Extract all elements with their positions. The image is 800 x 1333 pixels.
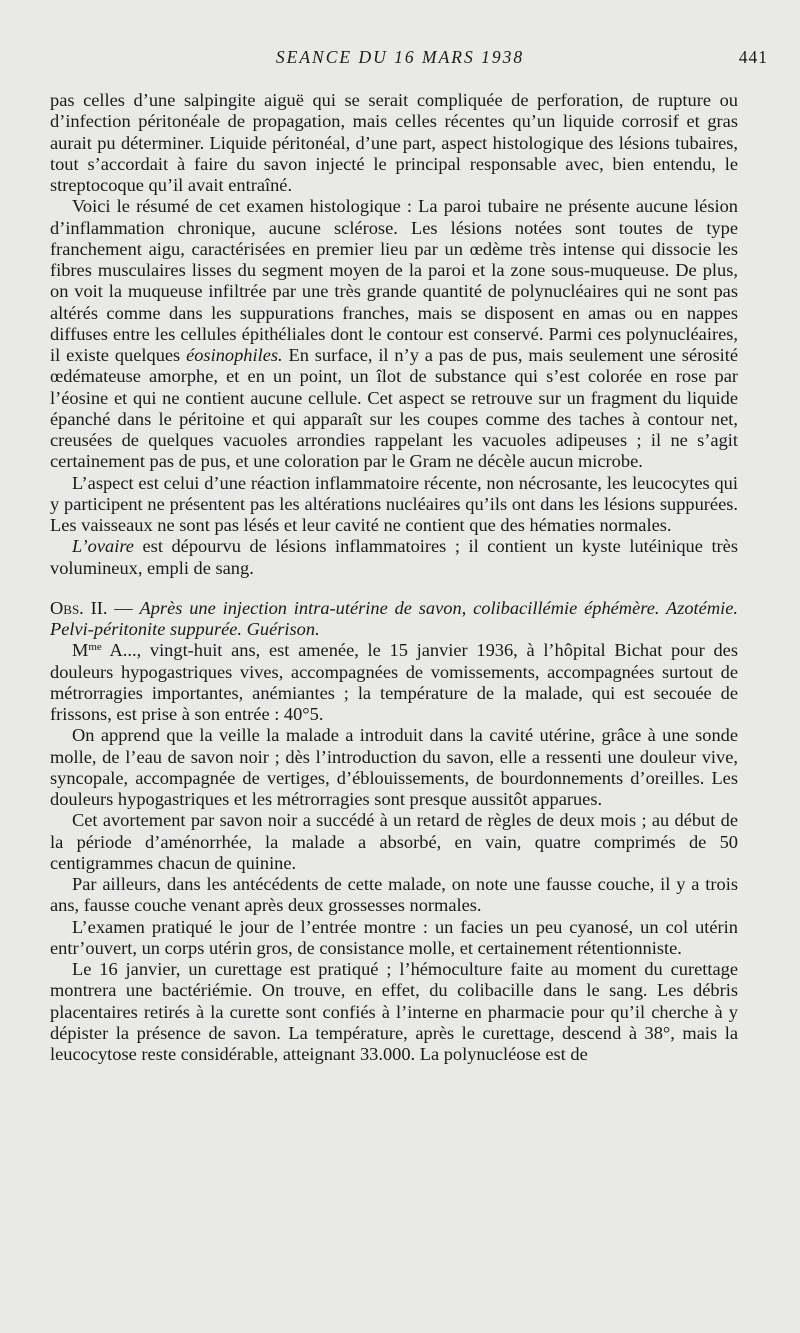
paragraph-6: On apprend que la veille la malade a introduit dans la cavité utérine, grâce à une sonde molle, de l’eau de savon noir ; dès l’introduction du savon, elle a ressenti une douleur vive, syncopale, accompagnée de vertiges, d’éblouissements, de bourdonnements d’oreilles. Les douleurs hypogastriques et les métrorragies sont presque aussitôt apparues. bbox=[50, 725, 738, 809]
paragraph-9: L’examen pratiqué le jour de l’entrée montre : un facies un peu cyanosé, un col utérin entr’ouvert, un corps utérin gros, de consistance molle, et certainement rétentionniste. bbox=[50, 916, 738, 958]
paragraph-5-superscript: me bbox=[88, 641, 102, 654]
paragraph-2-emphasis: éosinophiles. bbox=[186, 345, 283, 365]
section-gap bbox=[50, 579, 738, 598]
running-title: SEANCE DU 16 MARS 1938 bbox=[275, 47, 525, 67]
observation-label: Obs. II. bbox=[50, 597, 108, 618]
observation-dash: — bbox=[107, 597, 140, 618]
paragraph-4-text: est dépourvu de lésions inflammatoires ; il contient un kyste lutéinique très volumineux, empli de sang. bbox=[50, 536, 738, 578]
paragraph-1: pas celles d’une salpingite aiguë qui se serait compliquée de perforation, de rupture ou d’infection péritonéale de propagation, mais celles récentes qu’un liquide corrosif et gras aurait pu déterminer. Liquide péritonéal, d’une part, aspect histologique des lésions tubaires, tout s’accordait à faire du savon injecté le principal responsable avec, bien entendu, le streptocoque qu’il avait entraîné. bbox=[50, 90, 738, 195]
paragraph-2-text-a: Voici le résumé de cet examen histologique : La paroi tubaire ne présente aucune lésion d’inflammation chronique, aucune sclérose. Les lésions notées sont toutes de type franchement aigu, caractérisées en premier lieu par un œdème très intense qui dissocie les fibres musculaires lisses du segment moyen de la paroi et la zone sous-muqueuse. De plus, on voit la muqueuse infiltrée par une très grande quantité de polynucléaires qui ne sont pas altérés comme dans les suppurations franches, mais se disposent en amas ou en nappes diffuses entre les cellules épithéliales dont le contour est conservé. Parmi ces polynucléaires, il existe quelques bbox=[50, 196, 738, 365]
paragraph-2 bbox=[50, 196, 738, 472]
paragraph-5 bbox=[50, 640, 738, 725]
observation-heading bbox=[50, 598, 738, 641]
body-text bbox=[50, 90, 738, 1065]
paragraph-4 bbox=[50, 536, 738, 579]
page-header bbox=[0, 47, 800, 73]
paragraph-2-text-b: En surface, il n’y a pas de pus, mais seulement une sérosité œdémateuse amorphe, et en un point, un îlot de substance qui s’est colorée en rose par l’éosine et qui ne contient aucune cellule. Cet aspect se retrouve sur un fragment du liquide épanché dans le péritoine et qui apparaît sur les coupes comme des taches à contour net, creusées de quelques vacuoles arrondies rappelant les vacuoles adipeuses ; il ne s’agit certainement pas de pus, et une coloration par le Gram ne décèle aucun microbe. bbox=[50, 345, 738, 472]
observation-title: Après une injection intra-utérine de savon, colibacillémie éphémère. Azotémie. Pelvi-péritonite suppurée. Guérison. bbox=[50, 597, 738, 639]
paragraph-5-text-b: A..., vingt-huit ans, est amenée, le 15 janvier 1936, à l’hôpital Bichat pour des douleurs hypogastriques vives, accompagnées de vomissements, accompagnées surtout de métrorragies importantes, anémiantes ; la température de la malade, qui est secouée de frissons, est prise à son entrée : 40°5. bbox=[50, 640, 738, 724]
page-number: 441 bbox=[738, 47, 768, 67]
paragraph-7: Cet avortement par savon noir a succédé à un retard de règles de deux mois ; au début de la période d’aménorrhée, la malade a absorbé, en vain, quatre comprimés de 50 centigrammes chacun de quinine. bbox=[50, 810, 738, 873]
paragraph-5-text-a: M bbox=[72, 640, 89, 661]
paragraph-3: L’aspect est celui d’une réaction inflammatoire récente, non nécrosante, les leucocytes qui y participent ne présentent pas les altérations nucléaires qu’ils ont dans les lésions suppurées. Les vaisseaux ne sont pas lésés et leur cavité ne contient que des hématies normales. bbox=[50, 472, 738, 535]
paragraph-8: Par ailleurs, dans les antécédents de cette malade, on note une fausse couche, il y a trois ans, fausse couche venant après deux grossesses normales. bbox=[50, 874, 738, 916]
paragraph-4-emphasis: L’ovaire bbox=[72, 536, 134, 557]
paragraph-10: Le 16 janvier, un curettage est pratiqué ; l’hémoculture faite au moment du curettage montrera une bactériémie. On trouve, en effet, du colibacille dans le sang. Les débris placentaires retirés à la curette sont confiés à l’interne en pharmacie pour qu’il cherche à y dépister la présence de savon. La température, après le curettage, descend à 38°, mais la leucocytose reste considérable, atteignant 33.000. La polynucléose est de bbox=[50, 959, 738, 1064]
